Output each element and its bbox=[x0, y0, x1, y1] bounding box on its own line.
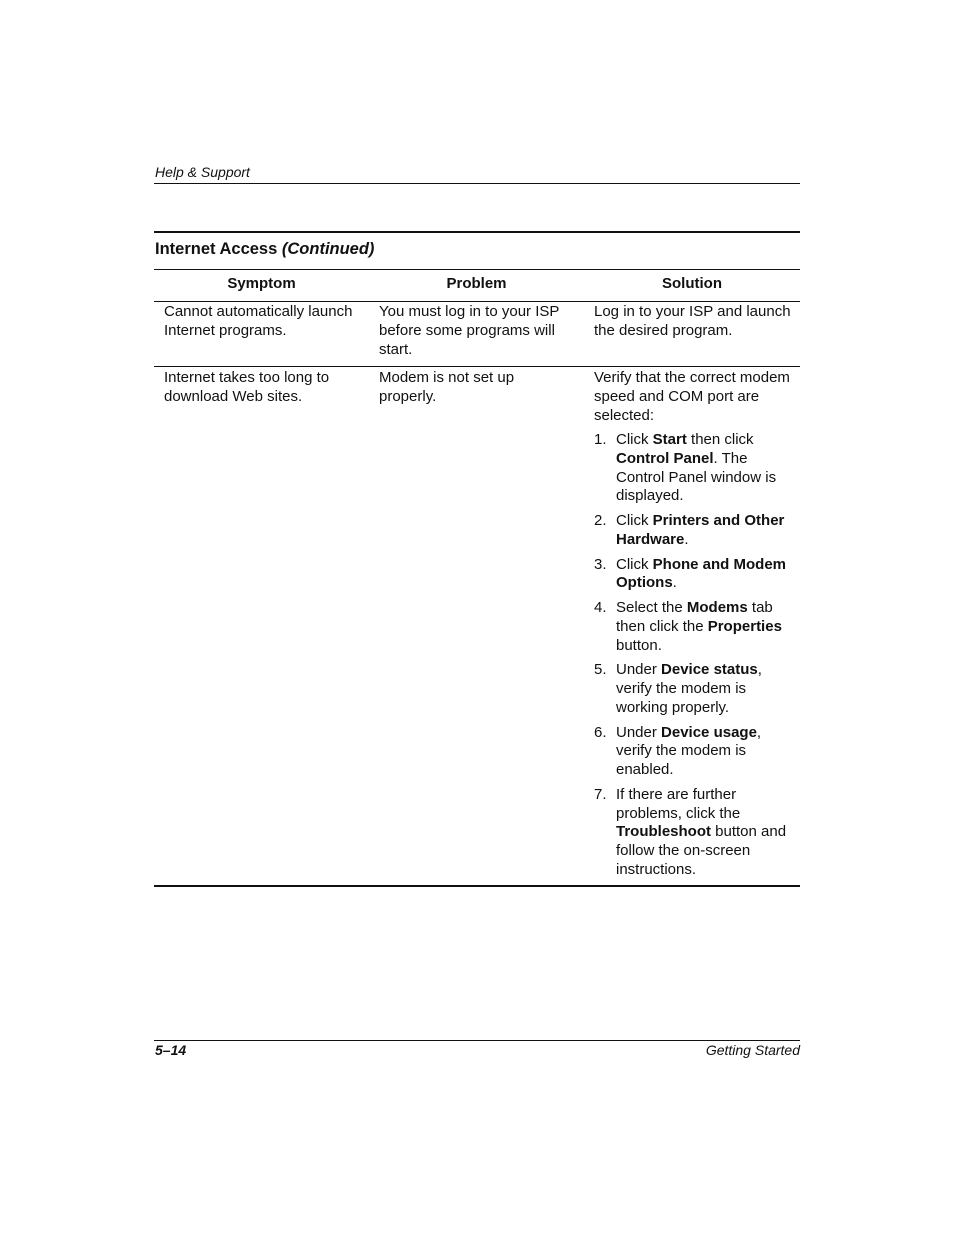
table-title-continued: (Continued) bbox=[281, 240, 375, 258]
table-title bbox=[155, 240, 374, 259]
row-divider bbox=[154, 366, 800, 367]
step-number: 1. bbox=[594, 431, 607, 448]
row2-solution-intro: Verify that the correct modem speed and COM port are selected: bbox=[594, 369, 790, 424]
column-header-problem: Problem bbox=[446, 275, 507, 292]
step-text: If there are further problems, click the Troubleshoot button and follow the on-screen instructions. bbox=[616, 785, 787, 879]
step-text: Select the Modems tab then click the Properties button. bbox=[616, 599, 782, 654]
footer-divider bbox=[154, 1040, 800, 1041]
step-text: Click Printers and Other Hardware. bbox=[616, 512, 785, 548]
running-header: Help & Support bbox=[155, 164, 250, 180]
step-text: Under Device usage, verify the modem is enabled. bbox=[616, 723, 762, 779]
row2-problem: Modem is not set up properly. bbox=[379, 369, 515, 405]
solution-steps-list bbox=[594, 431, 800, 886]
row2-symptom: Internet takes too long to download Web sites. bbox=[164, 369, 330, 405]
table-bottom-divider bbox=[154, 885, 800, 887]
row1-symptom: Cannot automatically launch Internet programs. bbox=[164, 303, 353, 339]
solution-step-1 bbox=[594, 431, 800, 506]
step-number: 7. bbox=[594, 785, 607, 803]
column-header-symptom: Symptom bbox=[227, 275, 296, 292]
title-divider bbox=[154, 269, 800, 270]
solution-step-4 bbox=[594, 599, 800, 655]
solution-step-5 bbox=[594, 661, 800, 717]
step-number: 4. bbox=[594, 599, 607, 617]
page-number: 5–14 bbox=[155, 1042, 187, 1058]
column-header-divider bbox=[154, 301, 800, 302]
table-top-divider bbox=[154, 231, 800, 233]
step-number: 5. bbox=[594, 661, 607, 679]
step-number: 3. bbox=[594, 555, 607, 573]
row1-problem: You must log in to your ISP before some programs will start. bbox=[379, 303, 560, 358]
step-text: Click Phone and Modem Options. bbox=[616, 555, 787, 592]
solution-step-2 bbox=[594, 512, 800, 550]
step-text: Under Device status, verify the modem is working properly. bbox=[616, 661, 762, 716]
solution-step-6 bbox=[594, 724, 800, 780]
step-text: Click Start then click Control Panel. The Control Panel window is displayed. bbox=[616, 431, 777, 505]
column-header-solution: Solution bbox=[662, 275, 722, 292]
solution-step-3 bbox=[594, 556, 800, 594]
step-number: 6. bbox=[594, 723, 607, 741]
document-title: Getting Started bbox=[705, 1042, 800, 1058]
row1-solution: Log in to your ISP and launch the desired program. bbox=[594, 303, 791, 339]
table-title-text: Internet Access bbox=[155, 240, 278, 258]
solution-step-7 bbox=[594, 786, 800, 880]
step-number: 2. bbox=[594, 512, 607, 530]
header-divider bbox=[154, 183, 800, 184]
